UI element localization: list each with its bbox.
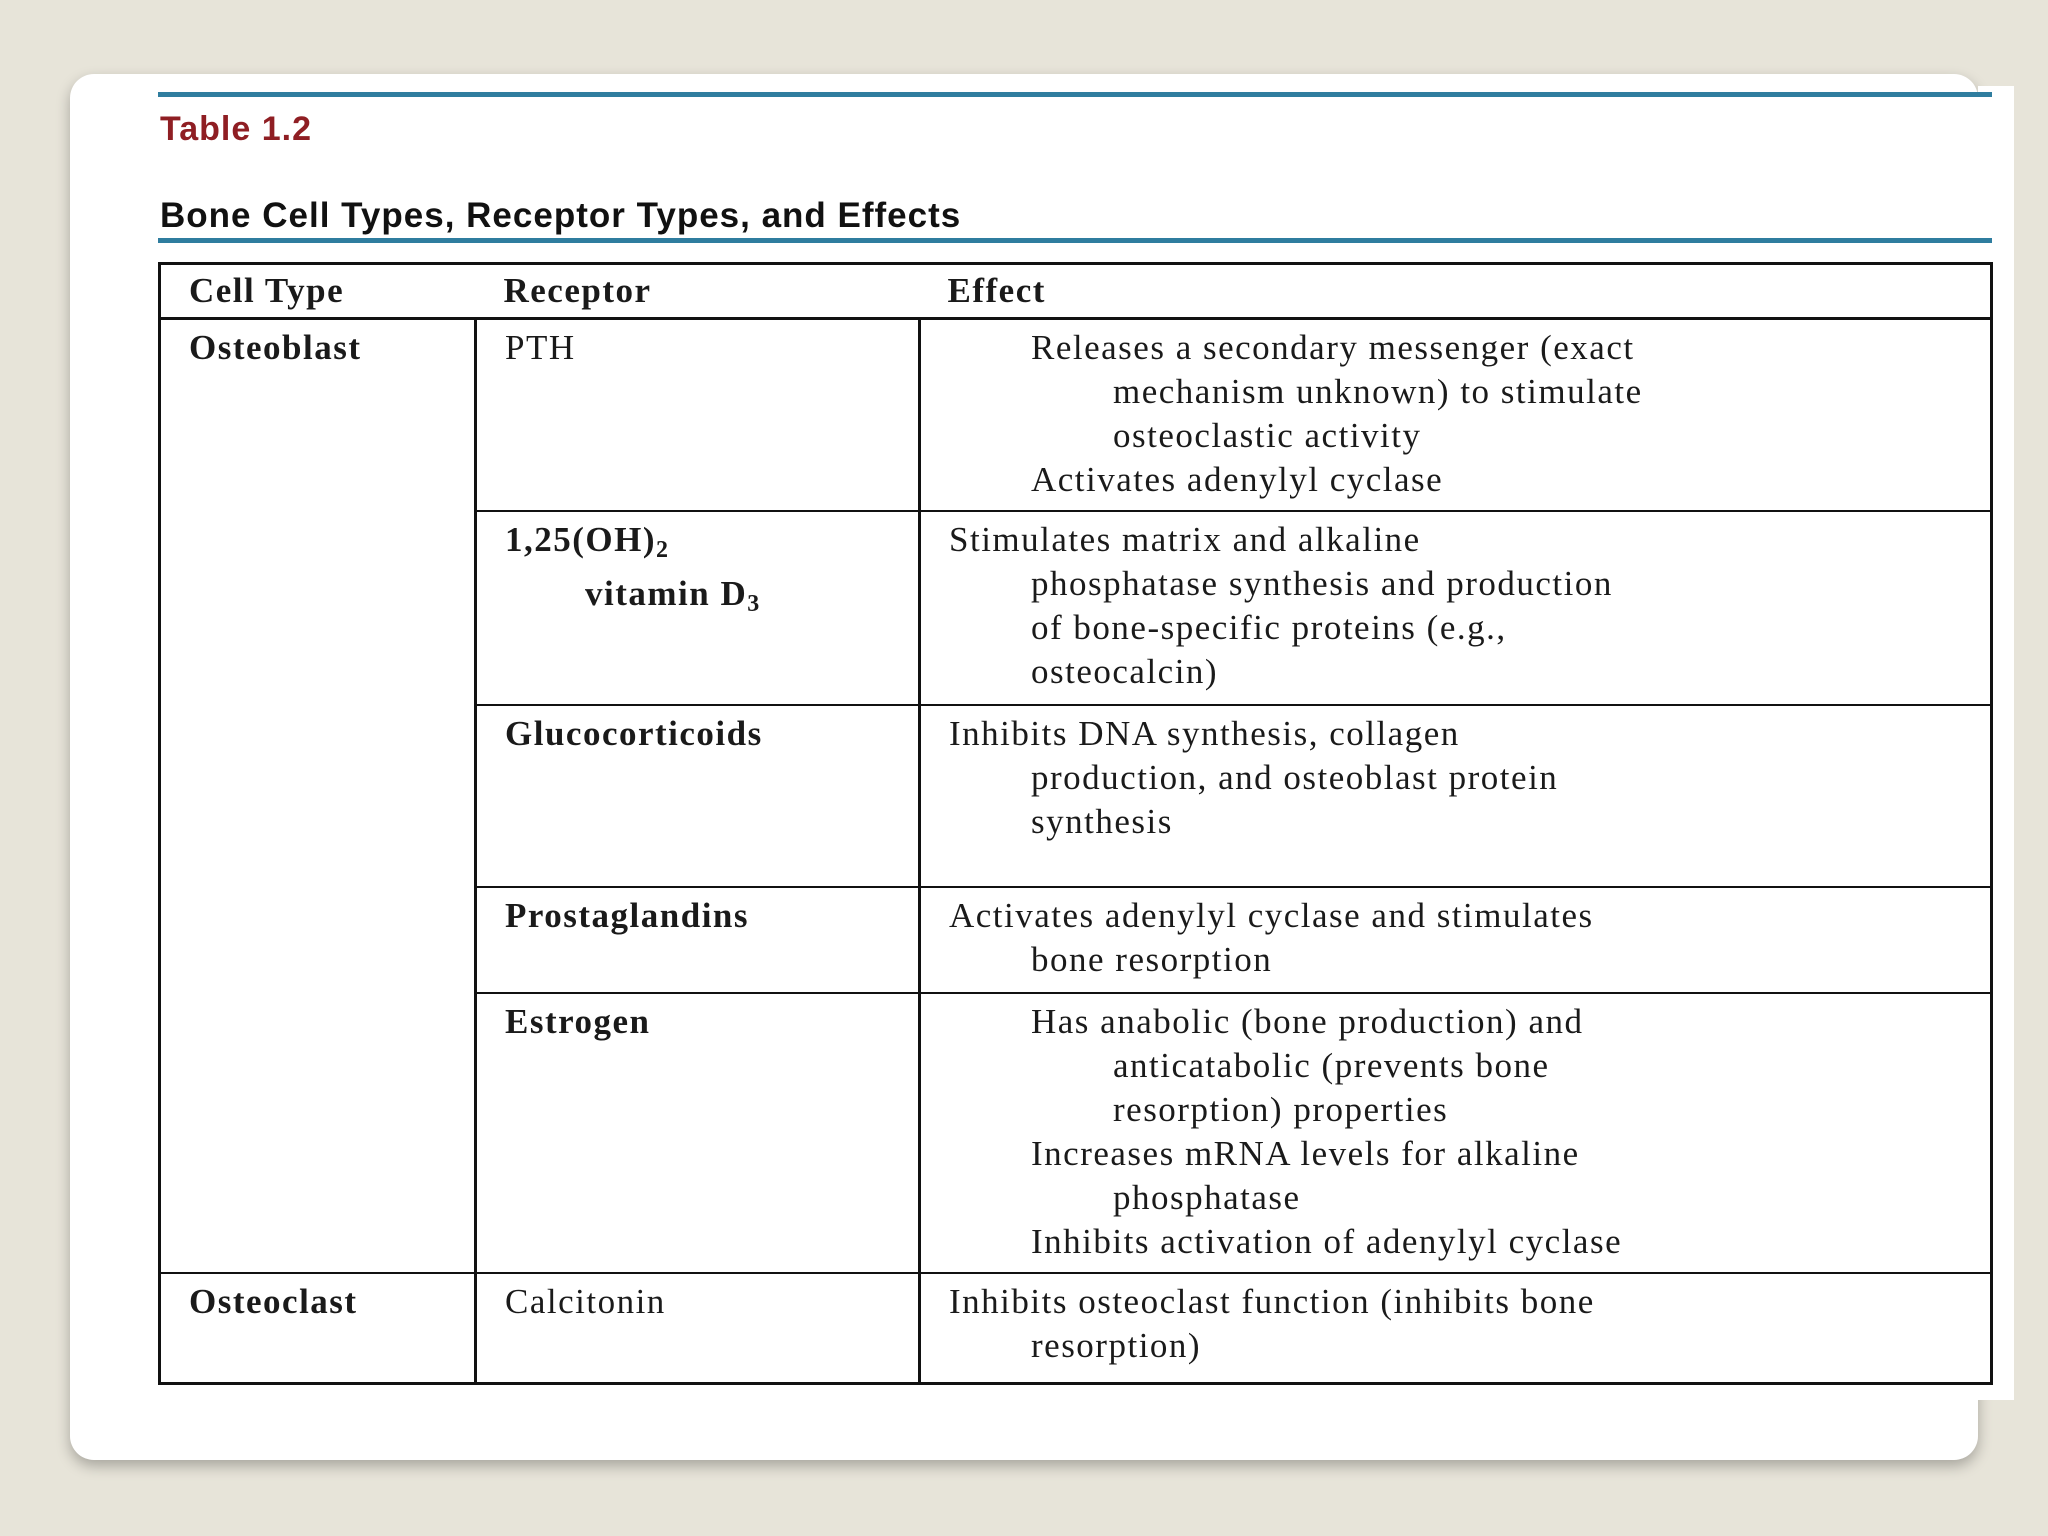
title-rule	[158, 238, 1992, 243]
effect-calcitonin: Inhibits osteoclast function (inhibits bone resorption)	[920, 1273, 1992, 1384]
effect-estrogen	[920, 993, 1992, 1273]
table-row	[160, 1273, 1992, 1384]
effect-item: Increases mRNA levels for alkaline phosphatase	[1031, 1134, 1580, 1217]
receptor-vitamin-d3: $1,25(OH)_2$ vitamin $D_3$	[476, 511, 920, 705]
receptor-calcitonin: Calcitonin	[476, 1273, 920, 1384]
effect-pth	[920, 319, 1992, 512]
table-title: Bone Cell Types, Receptor Types, and Effects	[160, 196, 962, 235]
table-header-row	[160, 264, 1992, 319]
bone-cell-table	[158, 262, 1993, 1385]
receptor-prostaglandins: Prostaglandins	[476, 887, 920, 993]
cell-type-osteoblast: Osteoblast	[160, 319, 476, 1274]
receptor-estrogen: Estrogen	[476, 993, 920, 1273]
effect-glucocorticoids: Inhibits DNA synthesis, collagen production, and osteoblast protein synthesis	[920, 705, 1992, 887]
top-rule	[158, 92, 1992, 97]
cell-type-osteoclast: Osteoclast	[160, 1273, 476, 1384]
effect-item: Has anabolic (bone production) and anticatabolic (prevents bone resorption) properties	[1031, 1002, 1584, 1129]
receptor-glucocorticoids: Glucocorticoids	[476, 705, 920, 887]
header-cell-type: Cell Type	[160, 264, 476, 319]
effect-item: Inhibits activation of adenylyl cyclase	[1031, 1222, 1623, 1261]
effect-item: Activates adenylyl cyclase	[1031, 460, 1444, 499]
header-receptor: Receptor	[476, 264, 920, 319]
effect-vitamin-d3: Stimulates matrix and alkaline phosphatase synthesis and production of bone-specific proteins (e.g., osteocalcin)	[920, 511, 1992, 705]
table-row	[160, 319, 1992, 512]
receptor-pth: PTH	[476, 319, 920, 512]
effect-prostaglandins: Activates adenylyl cyclase and stimulates bone resorption	[920, 887, 1992, 993]
header-effect: Effect	[920, 264, 1992, 319]
effect-item: Releases a secondary messenger (exact mechanism unknown) to stimulate osteoclastic activity	[1031, 328, 1643, 455]
table-label: Table 1.2	[160, 110, 312, 148]
